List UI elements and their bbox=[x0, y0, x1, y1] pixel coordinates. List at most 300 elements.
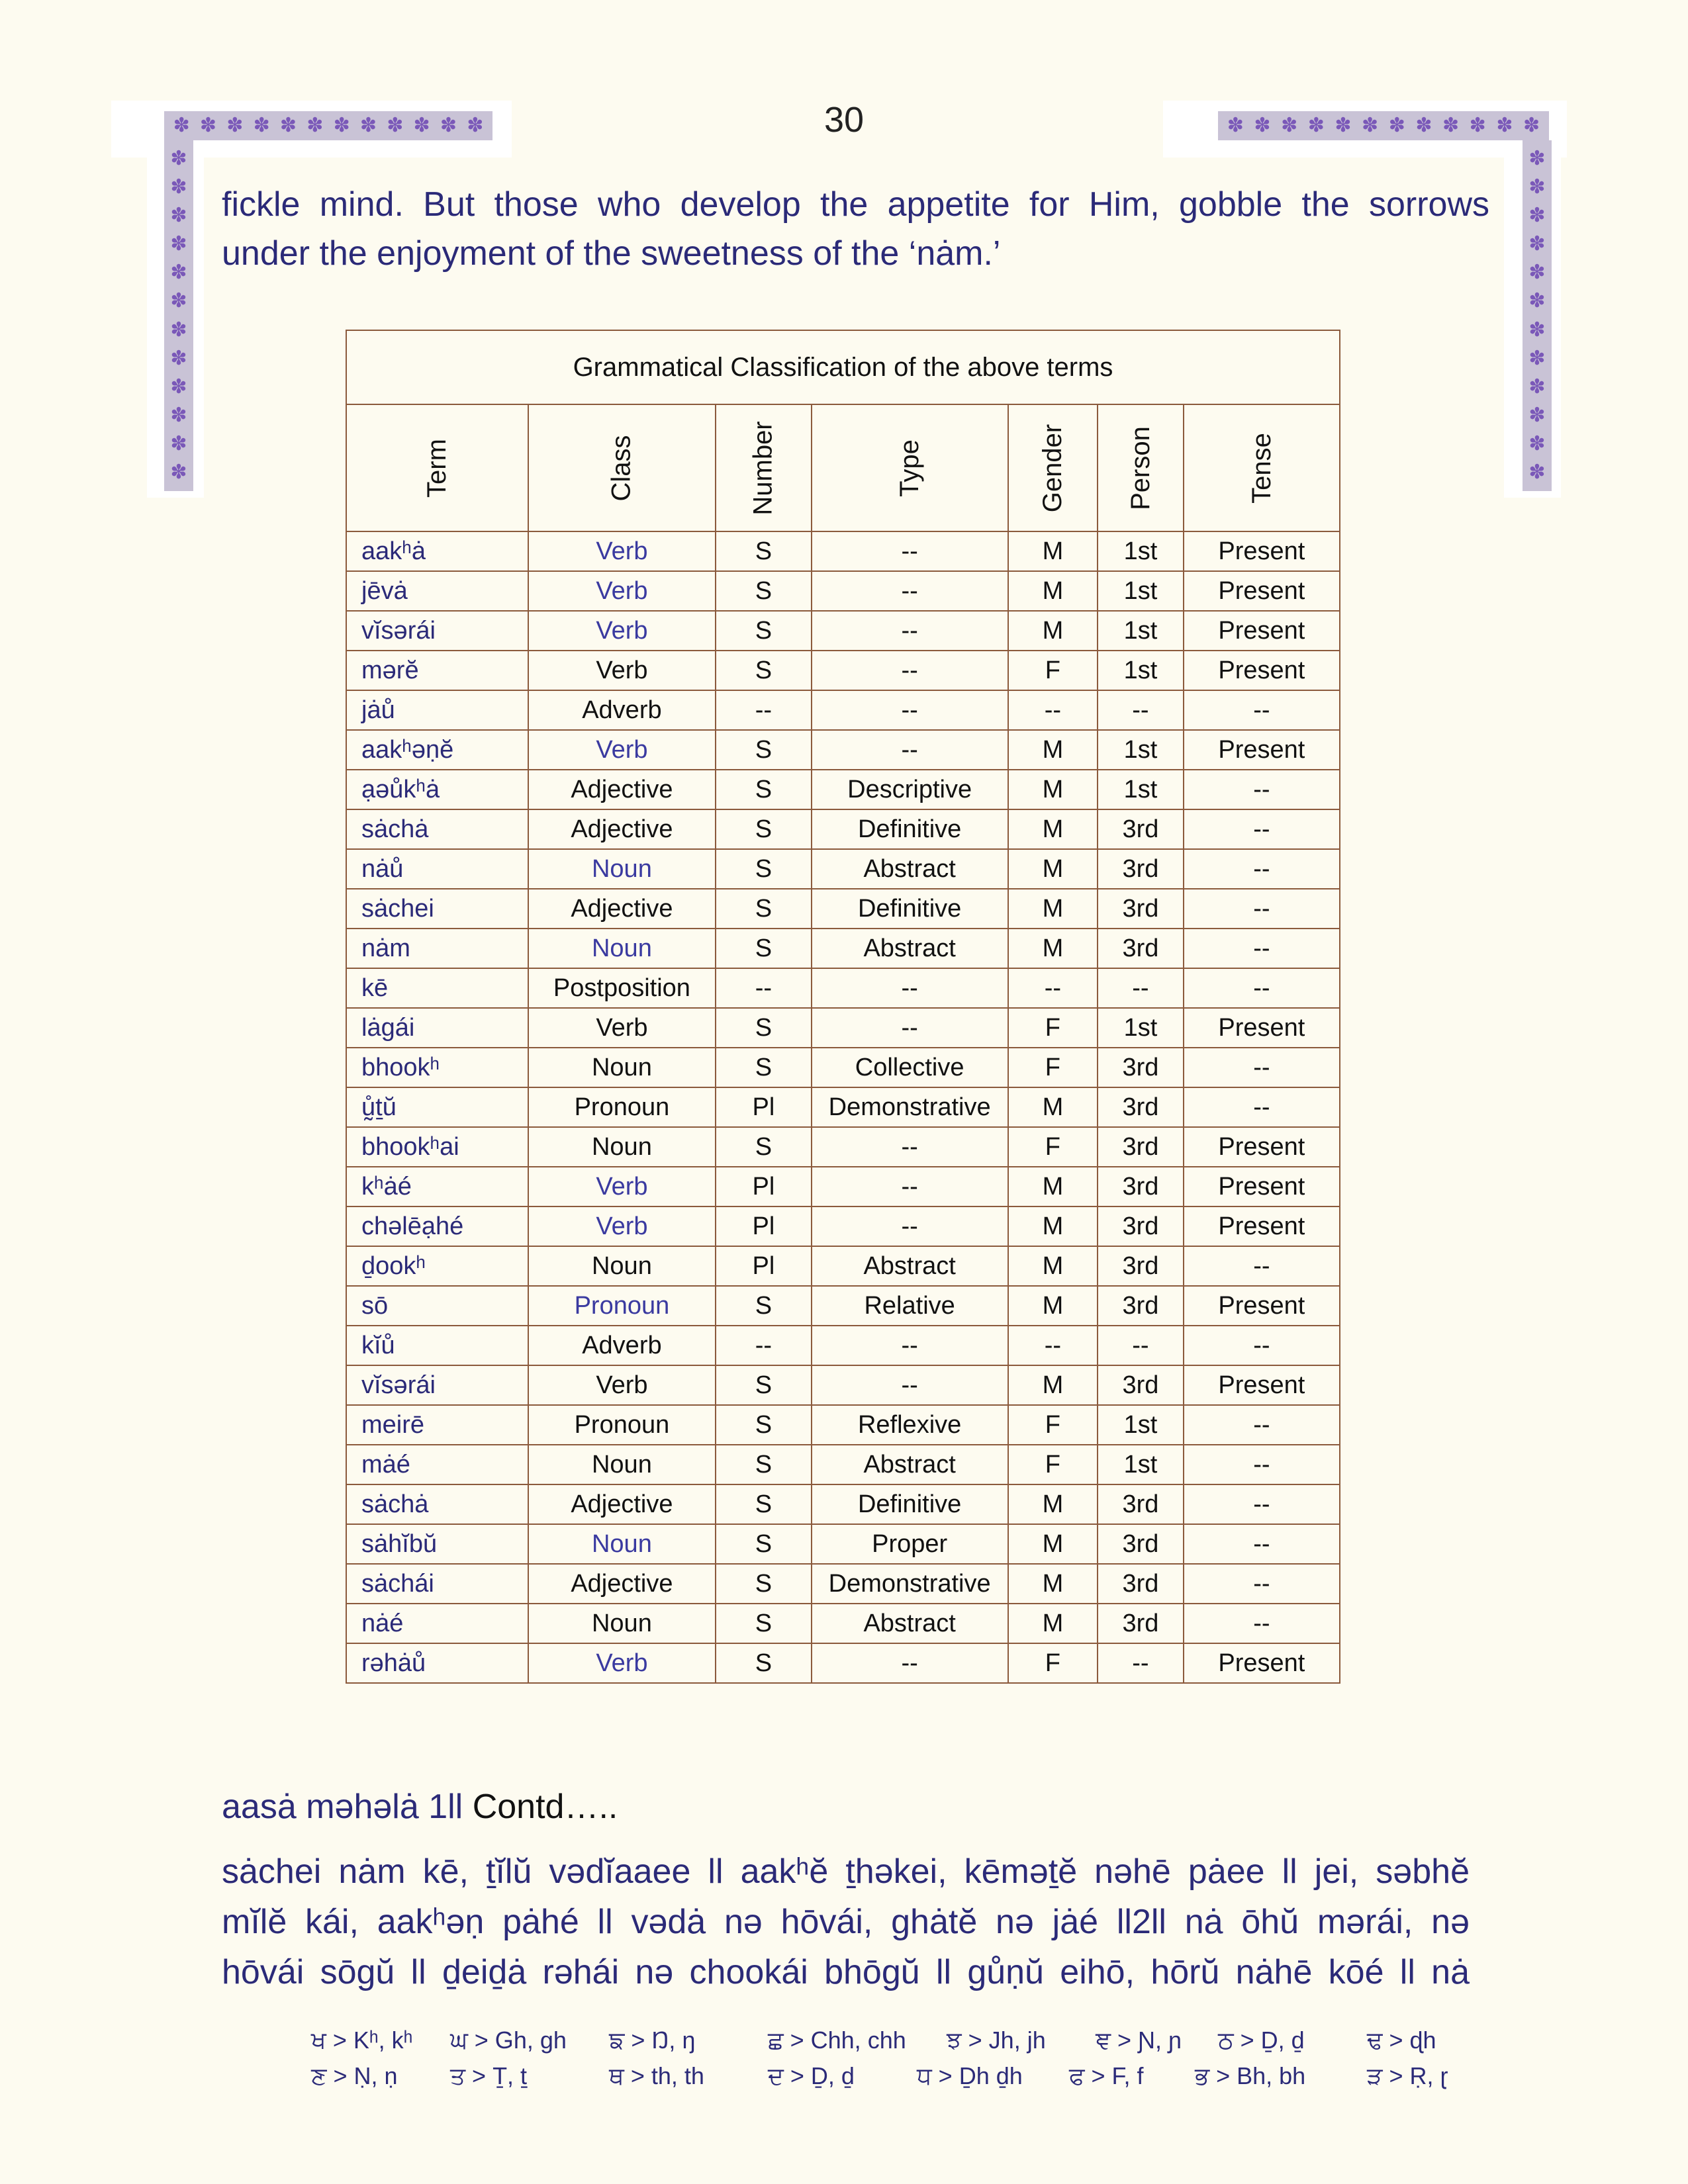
cell-gender: M bbox=[1008, 849, 1098, 889]
cell-type: -- bbox=[812, 1167, 1008, 1206]
cell-person: -- bbox=[1098, 968, 1184, 1008]
flower-ornament-icon: ✽ bbox=[387, 114, 404, 137]
cell-term: nȧm bbox=[346, 929, 528, 968]
cell-person: 3rd bbox=[1098, 1246, 1184, 1286]
cell-class: Noun bbox=[528, 1246, 716, 1286]
cell-gender: M bbox=[1008, 1206, 1098, 1246]
cell-type: -- bbox=[812, 1206, 1008, 1246]
cell-number: S bbox=[716, 611, 811, 651]
legend-item: ਫ > F, f bbox=[1069, 2062, 1144, 2089]
flower-ornament-icon: ✽ bbox=[170, 346, 187, 370]
cell-type: Definitive bbox=[812, 809, 1008, 849]
cell-type: -- bbox=[812, 968, 1008, 1008]
table-row bbox=[346, 1604, 1340, 1643]
cell-term: nȧé bbox=[346, 1604, 528, 1643]
cell-tense: -- bbox=[1184, 889, 1340, 929]
cell-gender: M bbox=[1008, 770, 1098, 809]
cell-tense: -- bbox=[1184, 1087, 1340, 1127]
cell-class: Verb bbox=[528, 611, 716, 651]
column-header-number bbox=[716, 404, 811, 531]
cell-type: -- bbox=[812, 611, 1008, 651]
flower-ornament-icon: ✽ bbox=[1254, 114, 1271, 137]
cell-term: sō bbox=[346, 1286, 528, 1326]
transliteration-line-2: mĭlĕ kái, aakʰəṇ pȧhé ll vədȧ nə hōvái, ghȧtĕ nə jȧé ll2ll nȧ ōhŭ mərái, nə bbox=[222, 1903, 1470, 1941]
header-label-tense: Tense bbox=[1246, 432, 1276, 504]
cell-tense: -- bbox=[1184, 1524, 1340, 1564]
cell-gender: M bbox=[1008, 611, 1098, 651]
cell-gender: M bbox=[1008, 1286, 1098, 1326]
cell-person: 3rd bbox=[1098, 1206, 1184, 1246]
cell-number: S bbox=[716, 849, 811, 889]
cell-number: S bbox=[716, 1643, 811, 1683]
cell-tense: -- bbox=[1184, 1564, 1340, 1604]
cell-term: kĭů bbox=[346, 1326, 528, 1365]
section-heading-contd: Contd….. bbox=[472, 1788, 618, 1826]
cell-term: nȧů bbox=[346, 849, 528, 889]
column-header-class bbox=[528, 404, 716, 531]
flower-ornament-icon: ✽ bbox=[1528, 432, 1546, 456]
cell-term: sȧchái bbox=[346, 1564, 528, 1604]
cell-tense: -- bbox=[1184, 1326, 1340, 1365]
cell-term: kē bbox=[346, 968, 528, 1008]
cell-number: S bbox=[716, 1405, 811, 1445]
cell-type: -- bbox=[812, 1643, 1008, 1683]
intro-paragraph bbox=[222, 180, 1489, 278]
cell-person: -- bbox=[1098, 1643, 1184, 1683]
table-row bbox=[346, 1167, 1340, 1206]
flower-ornament-icon: ✽ bbox=[170, 203, 187, 227]
legend-item: ਝ > Jh, jh bbox=[947, 2026, 1046, 2054]
cell-gender: M bbox=[1008, 1564, 1098, 1604]
cell-term: chəlēạhé bbox=[346, 1206, 528, 1246]
cell-person: 3rd bbox=[1098, 1167, 1184, 1206]
cell-term: sȧchȧ bbox=[346, 1484, 528, 1524]
cell-type: -- bbox=[812, 571, 1008, 611]
cell-class: Verb bbox=[528, 1008, 716, 1048]
cell-tense: -- bbox=[1184, 1405, 1340, 1445]
cell-person: 3rd bbox=[1098, 1524, 1184, 1564]
legend-item: ਖ > Kʰ, kʰ bbox=[311, 2026, 413, 2054]
cell-person: 1st bbox=[1098, 651, 1184, 690]
cell-person: 3rd bbox=[1098, 889, 1184, 929]
cell-person: 1st bbox=[1098, 1008, 1184, 1048]
cell-number: -- bbox=[716, 968, 811, 1008]
cell-gender: -- bbox=[1008, 1326, 1098, 1365]
flower-ornament-icon: ✽ bbox=[170, 261, 187, 285]
flower-ornament-icon: ✽ bbox=[170, 403, 187, 427]
cell-class: Adverb bbox=[528, 690, 716, 730]
table-row bbox=[346, 1206, 1340, 1246]
flower-ornament-icon: ✽ bbox=[333, 114, 350, 137]
cell-class: Adverb bbox=[528, 1326, 716, 1365]
table-row bbox=[346, 1643, 1340, 1683]
flower-ornament-icon: ✽ bbox=[226, 114, 244, 137]
legend-item: ਥ > th, th bbox=[609, 2062, 704, 2089]
flower-ornament-icon: ✽ bbox=[1528, 318, 1546, 341]
cell-type: Relative bbox=[812, 1286, 1008, 1326]
cell-number: S bbox=[716, 1048, 811, 1087]
cell-number: S bbox=[716, 571, 811, 611]
cell-term: ṵ̊ṯŭ bbox=[346, 1087, 528, 1127]
cell-tense: -- bbox=[1184, 929, 1340, 968]
flower-ornament-icon: ✽ bbox=[1415, 114, 1432, 137]
cell-gender: F bbox=[1008, 1127, 1098, 1167]
flower-ornament-icon: ✽ bbox=[173, 114, 190, 137]
cell-type: -- bbox=[812, 1127, 1008, 1167]
flower-ornament-icon: ✽ bbox=[1496, 114, 1513, 137]
cell-tense: -- bbox=[1184, 690, 1340, 730]
cell-term: mərĕ bbox=[346, 651, 528, 690]
flower-ornament-icon: ✽ bbox=[467, 114, 484, 137]
transliteration-line-3: hōvái sōgŭ ll ḏeiḏȧ rəhái nə chookái bhōgŭ ll gůṇŭ eihō, hōrŭ nȧhē kōé ll nȧ bbox=[222, 1953, 1470, 1991]
cell-class: Verb bbox=[528, 1167, 716, 1206]
transliteration-paragraph bbox=[222, 1846, 1470, 1997]
table-row bbox=[346, 1564, 1340, 1604]
table-row bbox=[346, 1445, 1340, 1484]
cell-person: 3rd bbox=[1098, 1365, 1184, 1405]
flower-ornament-icon: ✽ bbox=[199, 114, 217, 137]
cell-tense: Present bbox=[1184, 1643, 1340, 1683]
cell-number: Pl bbox=[716, 1167, 811, 1206]
cell-gender: F bbox=[1008, 1643, 1098, 1683]
flower-ornament-icon: ✽ bbox=[170, 146, 187, 170]
table-row bbox=[346, 1524, 1340, 1564]
flower-ornament-icon: ✽ bbox=[1528, 375, 1546, 398]
cell-term: kʰȧé bbox=[346, 1167, 528, 1206]
flower-ornament-icon: ✽ bbox=[170, 232, 187, 256]
table-row bbox=[346, 1246, 1340, 1286]
legend-row-2 bbox=[311, 2062, 1503, 2091]
cell-person: 1st bbox=[1098, 1405, 1184, 1445]
cell-tense: -- bbox=[1184, 849, 1340, 889]
cell-person: 3rd bbox=[1098, 1564, 1184, 1604]
flower-ornament-icon: ✽ bbox=[1528, 461, 1546, 484]
cell-type: Abstract bbox=[812, 849, 1008, 889]
cell-class: Noun bbox=[528, 1604, 716, 1643]
cell-gender: -- bbox=[1008, 690, 1098, 730]
cell-gender: M bbox=[1008, 1524, 1098, 1564]
cell-person: 3rd bbox=[1098, 1604, 1184, 1643]
legend-item: ਘ > Gh, gh bbox=[450, 2026, 567, 2054]
table-row bbox=[346, 1008, 1340, 1048]
flower-ornament-icon: ✽ bbox=[413, 114, 430, 137]
cell-class: Verb bbox=[528, 730, 716, 770]
table-row bbox=[346, 611, 1340, 651]
cell-term: rəhȧů bbox=[346, 1643, 528, 1683]
cell-class: Adjective bbox=[528, 889, 716, 929]
table-row bbox=[346, 690, 1340, 730]
cell-tense: -- bbox=[1184, 1445, 1340, 1484]
header-label-gender: Gender bbox=[1037, 424, 1067, 512]
cell-term: aakʰȧ bbox=[346, 531, 528, 571]
cell-class: Verb bbox=[528, 571, 716, 611]
cell-class: Verb bbox=[528, 1643, 716, 1683]
cell-person: 3rd bbox=[1098, 1484, 1184, 1524]
column-header-gender bbox=[1008, 404, 1098, 531]
flower-ornament-icon: ✽ bbox=[1388, 114, 1405, 137]
legend-item: ਠ > Ḏ, ḏ bbox=[1218, 2026, 1305, 2054]
cell-tense: -- bbox=[1184, 770, 1340, 809]
cell-number: Pl bbox=[716, 1206, 811, 1246]
cell-type: Demonstrative bbox=[812, 1564, 1008, 1604]
table-row bbox=[346, 651, 1340, 690]
page-number: 30 bbox=[823, 100, 865, 140]
cell-class: Adjective bbox=[528, 1484, 716, 1524]
flower-ornament-icon: ✽ bbox=[1307, 114, 1325, 137]
cell-type: -- bbox=[812, 531, 1008, 571]
flower-ornament-icon: ✽ bbox=[1442, 114, 1460, 137]
cell-tense: -- bbox=[1184, 968, 1340, 1008]
cell-gender: F bbox=[1008, 1048, 1098, 1087]
table-row bbox=[346, 1048, 1340, 1087]
cell-tense: Present bbox=[1184, 651, 1340, 690]
flower-ornament-icon: ✽ bbox=[1528, 203, 1546, 227]
legend-item: ਞ > Ɲ, ɲ bbox=[1096, 2026, 1182, 2054]
table-row bbox=[346, 1484, 1340, 1524]
cell-number: S bbox=[716, 889, 811, 929]
cell-type: -- bbox=[812, 730, 1008, 770]
flower-ornament-icon: ✽ bbox=[1227, 114, 1244, 137]
cell-person: 3rd bbox=[1098, 929, 1184, 968]
table-row bbox=[346, 571, 1340, 611]
table-row bbox=[346, 929, 1340, 968]
cell-person: 1st bbox=[1098, 770, 1184, 809]
ornament-row-top-right bbox=[1218, 111, 1549, 140]
cell-person: 3rd bbox=[1098, 1087, 1184, 1127]
flower-ornament-icon: ✽ bbox=[253, 114, 270, 137]
legend-row-1 bbox=[311, 2026, 1503, 2055]
flower-ornament-icon: ✽ bbox=[1528, 232, 1546, 256]
cell-class: Adjective bbox=[528, 770, 716, 809]
flower-ornament-icon: ✽ bbox=[1528, 175, 1546, 199]
cell-type: -- bbox=[812, 651, 1008, 690]
cell-number: S bbox=[716, 531, 811, 571]
cell-gender: M bbox=[1008, 1167, 1098, 1206]
ornament-row-top-left bbox=[164, 111, 492, 140]
cell-person: -- bbox=[1098, 690, 1184, 730]
table-body bbox=[346, 531, 1340, 1683]
cell-term: vĭsərái bbox=[346, 1365, 528, 1405]
flower-ornament-icon: ✽ bbox=[1528, 146, 1546, 170]
cell-type: Abstract bbox=[812, 1604, 1008, 1643]
cell-term: sȧchei bbox=[346, 889, 528, 929]
cell-tense: Present bbox=[1184, 611, 1340, 651]
cell-class: Noun bbox=[528, 1524, 716, 1564]
cell-number: S bbox=[716, 1604, 811, 1643]
cell-term: lȧgái bbox=[346, 1008, 528, 1048]
header-label-person: Person bbox=[1125, 426, 1155, 510]
flower-ornament-icon: ✽ bbox=[170, 289, 187, 313]
cell-number: S bbox=[716, 929, 811, 968]
intro-line-1: fickle mind. But those who develop the appetite for Him, gobble the sorrows bbox=[222, 185, 1489, 224]
header-label-number: Number bbox=[748, 420, 778, 516]
flower-ornament-icon: ✽ bbox=[1281, 114, 1298, 137]
cell-type: -- bbox=[812, 1008, 1008, 1048]
flower-ornament-icon: ✽ bbox=[1528, 261, 1546, 285]
cell-class: Verb bbox=[528, 531, 716, 571]
cell-person: 3rd bbox=[1098, 1048, 1184, 1087]
cell-number: S bbox=[716, 1127, 811, 1167]
section-heading bbox=[222, 1787, 618, 1827]
cell-tense: -- bbox=[1184, 1604, 1340, 1643]
flower-ornament-icon: ✽ bbox=[359, 114, 377, 137]
cell-tense: Present bbox=[1184, 571, 1340, 611]
flower-ornament-icon: ✽ bbox=[170, 375, 187, 398]
intro-line-2: under the enjoyment of the sweetness of the ‘nȧm.’ bbox=[222, 234, 1001, 273]
header-label-term: Term bbox=[422, 438, 451, 498]
cell-gender: M bbox=[1008, 1365, 1098, 1405]
cell-type: Abstract bbox=[812, 1445, 1008, 1484]
cell-class: Noun bbox=[528, 929, 716, 968]
cell-class: Adjective bbox=[528, 1564, 716, 1604]
cell-number: -- bbox=[716, 690, 811, 730]
cell-type: -- bbox=[812, 1365, 1008, 1405]
cell-class: Noun bbox=[528, 1127, 716, 1167]
flower-ornament-icon: ✽ bbox=[440, 114, 457, 137]
cell-gender: M bbox=[1008, 571, 1098, 611]
cell-person: 1st bbox=[1098, 571, 1184, 611]
cell-tense: Present bbox=[1184, 1365, 1340, 1405]
table-row bbox=[346, 889, 1340, 929]
table-row bbox=[346, 730, 1340, 770]
column-header-type bbox=[812, 404, 1008, 531]
column-header-tense bbox=[1184, 404, 1340, 531]
cell-type: -- bbox=[812, 690, 1008, 730]
cell-number: S bbox=[716, 1445, 811, 1484]
cell-type: Abstract bbox=[812, 929, 1008, 968]
cell-number: S bbox=[716, 1564, 811, 1604]
cell-type: Demonstrative bbox=[812, 1087, 1008, 1127]
cell-term: bhookʰ bbox=[346, 1048, 528, 1087]
table-row bbox=[346, 1326, 1340, 1365]
cell-tense: Present bbox=[1184, 1286, 1340, 1326]
cell-tense: -- bbox=[1184, 1484, 1340, 1524]
header-label-class: Class bbox=[606, 434, 636, 502]
cell-class: Verb bbox=[528, 1365, 716, 1405]
flower-ornament-icon: ✽ bbox=[1362, 114, 1379, 137]
legend-item: ਙ > Ŋ, ŋ bbox=[609, 2026, 696, 2054]
table-row bbox=[346, 531, 1340, 571]
legend-item: ਢ > ɖh bbox=[1367, 2026, 1436, 2054]
cell-number: S bbox=[716, 730, 811, 770]
cell-number: Pl bbox=[716, 1246, 811, 1286]
cell-type: Collective bbox=[812, 1048, 1008, 1087]
table-row bbox=[346, 1127, 1340, 1167]
cell-class: Noun bbox=[528, 1048, 716, 1087]
legend-item: ਛ > Chh, chh bbox=[768, 2026, 906, 2054]
cell-tense: Present bbox=[1184, 1008, 1340, 1048]
cell-type: -- bbox=[812, 1326, 1008, 1365]
cell-term: sȧchȧ bbox=[346, 809, 528, 849]
cell-number: S bbox=[716, 770, 811, 809]
table-row bbox=[346, 809, 1340, 849]
cell-term: ḏookʰ bbox=[346, 1246, 528, 1286]
column-header-term bbox=[346, 404, 528, 531]
cell-class: Noun bbox=[528, 1445, 716, 1484]
table-row bbox=[346, 770, 1340, 809]
header-label-type: Type bbox=[894, 439, 924, 497]
cell-number: Pl bbox=[716, 1087, 811, 1127]
flower-ornament-icon: ✽ bbox=[1528, 289, 1546, 313]
legend-item: ਤ > Ṯ, ṯ bbox=[450, 2062, 528, 2089]
cell-gender: M bbox=[1008, 1604, 1098, 1643]
grammar-table bbox=[346, 330, 1340, 1684]
cell-class: Pronoun bbox=[528, 1405, 716, 1445]
cell-class: Pronoun bbox=[528, 1087, 716, 1127]
flower-ornament-icon: ✽ bbox=[1528, 403, 1546, 427]
cell-tense: Present bbox=[1184, 730, 1340, 770]
column-header-person bbox=[1098, 404, 1184, 531]
flower-ornament-icon: ✽ bbox=[170, 318, 187, 341]
cell-person: 3rd bbox=[1098, 809, 1184, 849]
cell-type: Definitive bbox=[812, 1484, 1008, 1524]
cell-term: sȧhĭbŭ bbox=[346, 1524, 528, 1564]
cell-class: Verb bbox=[528, 651, 716, 690]
flower-ornament-icon: ✽ bbox=[170, 432, 187, 456]
table-row bbox=[346, 1405, 1340, 1445]
cell-type: Reflexive bbox=[812, 1405, 1008, 1445]
table-header-row bbox=[346, 404, 1340, 531]
cell-person: 1st bbox=[1098, 611, 1184, 651]
cell-gender: M bbox=[1008, 1087, 1098, 1127]
cell-term: aakʰəṇĕ bbox=[346, 730, 528, 770]
cell-class: Noun bbox=[528, 849, 716, 889]
table-row bbox=[346, 849, 1340, 889]
table-title: Grammatical Classification of the above terms bbox=[346, 330, 1340, 404]
cell-term: vĭsərái bbox=[346, 611, 528, 651]
cell-term: bhookʰai bbox=[346, 1127, 528, 1167]
cell-tense: Present bbox=[1184, 1127, 1340, 1167]
table-row bbox=[346, 1365, 1340, 1405]
cell-tense: -- bbox=[1184, 809, 1340, 849]
cell-number: S bbox=[716, 1524, 811, 1564]
legend-item: ਧ > Ḏh ḏh bbox=[917, 2062, 1023, 2089]
legend-item: ੜ > Ṛ, ɽ bbox=[1367, 2062, 1448, 2089]
cell-gender: F bbox=[1008, 1445, 1098, 1484]
flower-ornament-icon: ✽ bbox=[1469, 114, 1486, 137]
cell-number: S bbox=[716, 1286, 811, 1326]
cell-term: mȧé bbox=[346, 1445, 528, 1484]
table-row bbox=[346, 1087, 1340, 1127]
table-row bbox=[346, 968, 1340, 1008]
flower-ornament-icon: ✽ bbox=[1523, 114, 1540, 137]
cell-gender: F bbox=[1008, 651, 1098, 690]
cell-person: 1st bbox=[1098, 1445, 1184, 1484]
cell-type: Definitive bbox=[812, 889, 1008, 929]
cell-type: Proper bbox=[812, 1524, 1008, 1564]
cell-number: S bbox=[716, 1008, 811, 1048]
cell-gender: F bbox=[1008, 1008, 1098, 1048]
cell-type: Abstract bbox=[812, 1246, 1008, 1286]
cell-person: -- bbox=[1098, 1326, 1184, 1365]
cell-person: 3rd bbox=[1098, 1127, 1184, 1167]
cell-tense: Present bbox=[1184, 1206, 1340, 1246]
cell-gender: F bbox=[1008, 1405, 1098, 1445]
transliteration-line-1: sȧchei nȧm kē, ṯĭlŭ vədĭaaee ll aakʰĕ ṯhəkei, kēməṯĕ nəhē pȧee ll jei, səbhĕ bbox=[222, 1852, 1470, 1891]
cell-gender: M bbox=[1008, 809, 1098, 849]
ornament-column-left bbox=[164, 140, 193, 491]
cell-tense: Present bbox=[1184, 1167, 1340, 1206]
cell-term: jȧů bbox=[346, 690, 528, 730]
cell-type: Descriptive bbox=[812, 770, 1008, 809]
cell-tense: -- bbox=[1184, 1246, 1340, 1286]
cell-gender: M bbox=[1008, 1246, 1098, 1286]
cell-tense: -- bbox=[1184, 1048, 1340, 1087]
flower-ornament-icon: ✽ bbox=[170, 461, 187, 484]
legend-item: ਭ > Bh, bh bbox=[1195, 2062, 1306, 2089]
table-row bbox=[346, 1286, 1340, 1326]
cell-gender: -- bbox=[1008, 968, 1098, 1008]
